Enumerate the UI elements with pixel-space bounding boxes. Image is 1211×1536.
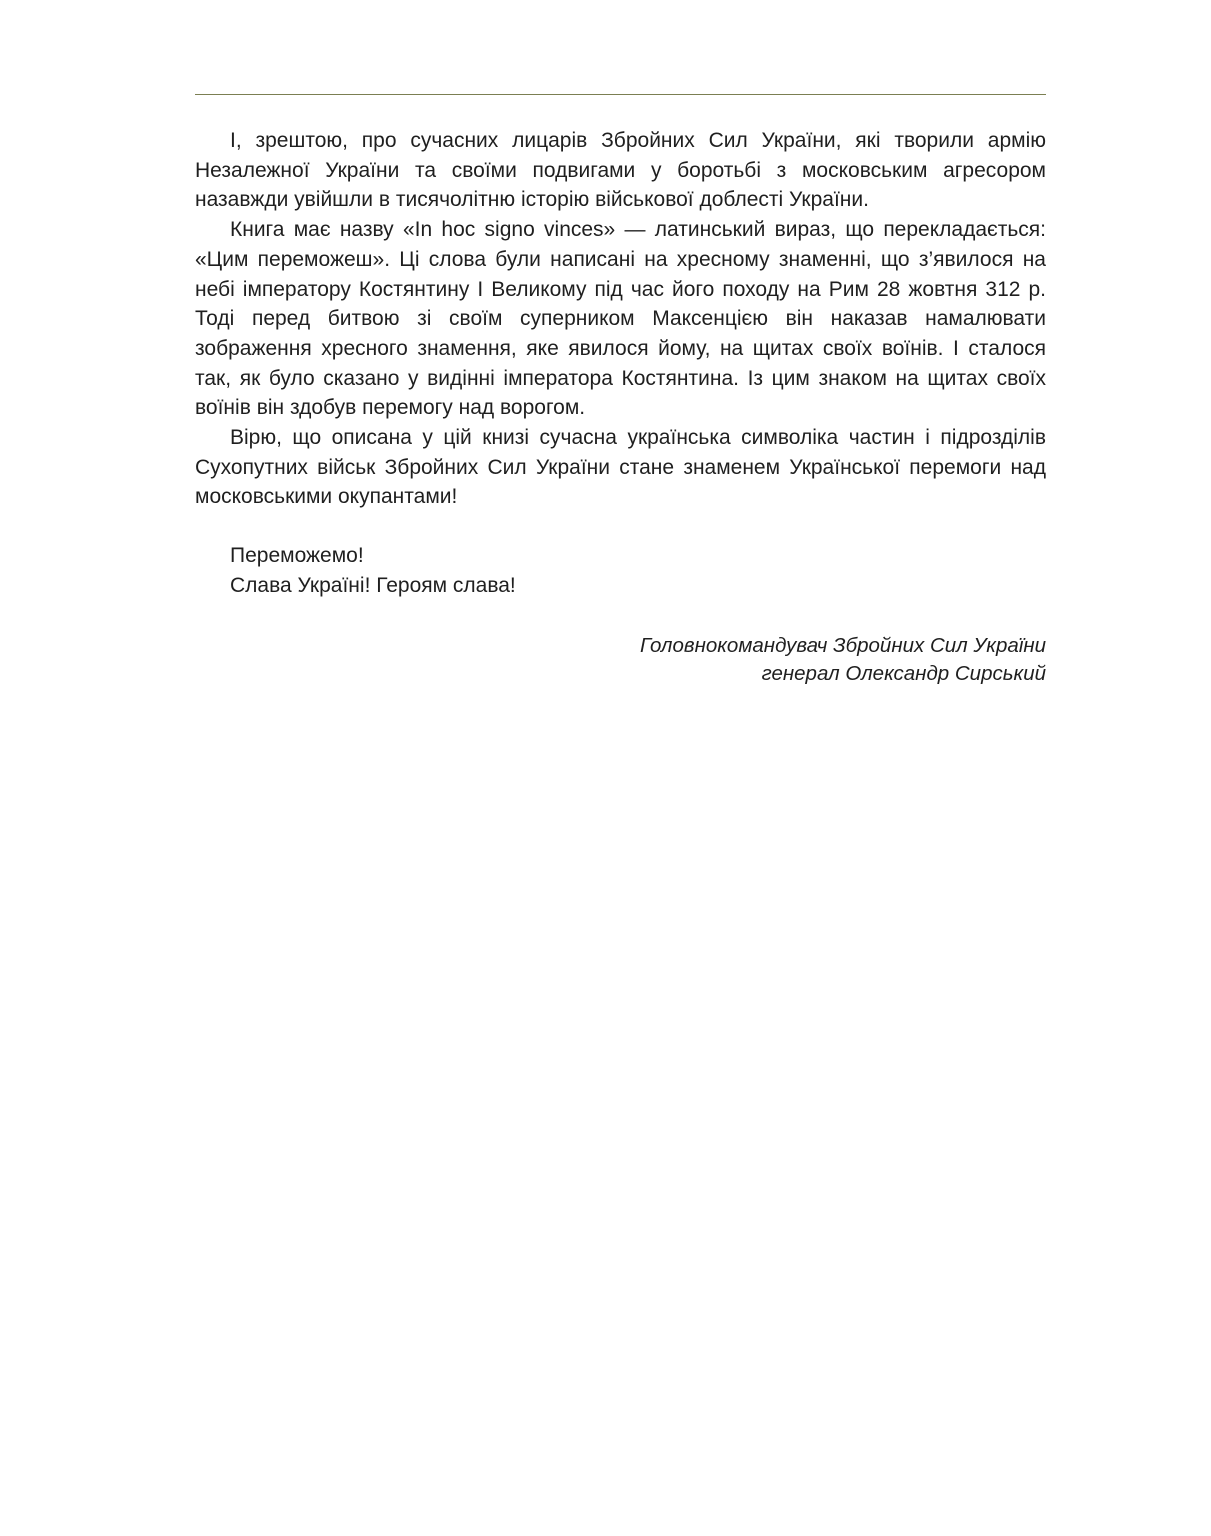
paragraph-3: Вірю, що описана у цій книзі сучасна українська символіка частин і підрозділів Сухопутних військ Збройних Сил України стане знаменем Української перемоги над московськими окупантами! (195, 426, 1046, 509)
paragraph-2: Книга має назву «In hoc signo vinces» — латинський вираз, що перекладається: «Цим переможеш». Ці слова були написані на хресному знаменні, що з’явилося на небі імператору Костянтину І Великому під час його походу на Рим 28 жовтня 312 р. Тоді перед битвою зі своїм суперником Максенцією він наказав намалювати зображення хресного знамення, яке явилося йому, на щитах своїх воїнів. І сталося так, як було сказано у видінні імператора Костянтина. Із цим знаком на щитах своїх воїнів він здобув перемогу над ворогом. (195, 218, 1046, 420)
letter-body (195, 126, 1046, 601)
closing-lines (195, 541, 1046, 600)
signature-block (195, 632, 1046, 688)
signature-title: Головнокомандувач Збройних Сил України (639, 634, 1046, 657)
closing-line-1: Переможемо! (230, 544, 364, 568)
closing-line-2: Слава Україні! Героям слава! (230, 573, 516, 597)
paragraph-1: І, зрештою, про сучасних лицарів Збройних Сил України, які творили армію Незалежної України та своїми подвигами у боротьбі з московським агресором назавжди увійшли в тисячолітню історію військової доблесті України. (195, 129, 1046, 212)
header-rule (195, 94, 1046, 95)
signature-name: генерал Олександр Сирський (761, 662, 1046, 685)
